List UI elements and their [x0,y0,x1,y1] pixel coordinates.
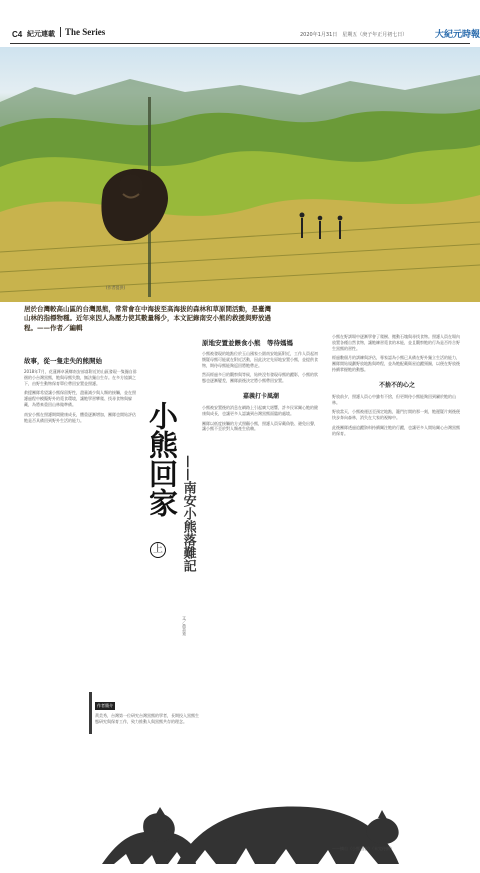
left-heading: 故事，從一隻走失的熊開始 [24,357,102,365]
page-number: C4 [12,30,23,39]
center-paragraph-2: 然而經過多日的觀察與等候，始終沒有發現母熊的蹤影，小熊的狀態也逐漸變差，團隊最後決定將小熊帶回安置。 [202,372,318,384]
part-marker: 上 [150,537,166,558]
bear-silhouette-illustration [82,776,432,871]
issue-date: 2020年1月31日 星期五（庚子年正月初七日） [300,32,408,38]
right-paragraph-4: 野放當天，小熊被運送至預定地點，籠門打開的那一刻，牠遲疑片刻後便快步奔向森林，消失在大家的視線中。 [332,409,460,421]
left-paragraph-3: 南安小熊在照護期間健康成長，體重逐漸增加，團隊也開始評估牠是否具備回到野外生活的能力。 [24,411,136,423]
right-column [332,330,462,441]
left-paragraph-1: 2018年7月，花蓮縣卓溪鄉南安部落附近的山區發現一隻獨自徘徊的小台灣黑熊，牠與母熊失散，無法獨自生存。在多方協調之下，由野生動物保育單位帶回安置並照護。 [24,369,137,386]
right-subheading: 不捨不的心之 [378,381,415,389]
left-paragraph-2: 救援團隊希望讓小熊保留野性，盡量減少與人類的接觸，並在照護過程中模擬野外的覓食環境，讓牠學習攀爬、找尋食物與躲藏，為將來重回山林做準備。 [24,390,136,407]
center-paragraph-4: 團隊以低度接觸的方式照顧小熊，照護人員穿戴偽裝、避免出聲，讓小熊不至於對人類產生依賴。 [202,420,318,432]
series-title: The Series [60,27,105,37]
center-heading: 原地安置並餵食小熊 等待媽媽 [202,339,293,347]
center-paragraph-3: 小熊被安置後的消息在網路上引起廣大迴響，許多民眾關心牠的健康與成長，也讓更多人認識到台灣黑熊面臨的處境。 [202,404,318,416]
center-column [202,330,320,436]
continued-note: ——摘自《小熊回家》（未完待續） [332,846,394,851]
author-bio: 黃美秀，台灣第一位研究台灣黑熊的學者，長期投入黑熊生態研究與保育工作，致力推動人與黑熊共存的理念。 [95,713,199,724]
left-column [24,348,138,427]
author-box [89,692,201,734]
center-paragraph-1: 小熊被發現的地點位於玉山國家公園南安地區附近，工作人員起初懷疑母熊可能就在附近活動，因此決定先原地安置小熊，並提供食物，期待母熊能夠返回將牠帶走。 [202,351,318,368]
newspaper-masthead: 大紀元時報 [435,30,480,40]
photo-caption: (作者提供) [106,285,126,290]
landscape-illustration [0,47,480,302]
article-title: 小熊回家 [145,401,180,517]
header-rule [10,43,470,44]
article-intro: 居於台灣較高山區的台灣黑熊，常常會在中海拔至高海拔的森林和草原間活動，是臺灣山林的指標物種。近年來因人為壓力使其數量稀少，本文記錄南安小熊的救援與野放過程。——作者／編輯 [24,305,271,332]
right-paragraph-5: 此後團隊透過追蹤資料持續關注牠的行蹤，也讓更多人開始關心台灣黑熊的保育。 [332,424,460,436]
center-subheading: 嘉義打卡風潮 [242,392,279,400]
right-paragraph-3: 野放前夕，照護人員心中雖有不捨，但更期待小熊能夠回到屬於牠的山林。 [332,393,456,405]
article-subtitle: ——南安小熊落難記 [180,455,196,572]
article-title-block [146,371,196,801]
article-author: 文／黃美秀 [182,616,187,636]
author-label: 作者簡介 [97,703,113,708]
right-paragraph-2: 經過數個月的訓練與評估，專家認為小熊已具備在野外獨立生活的能力，團隊開始規劃野放地點與時程，並為牠配戴衛星追蹤頸圈，以便在野放後持續掌握牠的動態。 [332,355,460,372]
page-header [0,0,480,46]
section-label: 紀元連載 [27,30,55,38]
right-paragraph-1: 小熊在野訓場中逐漸學會了爬樹、搬動石塊與尋找食物。照護人員在場內放置各種自然食物，讓牠練習覓食的本能，並且觀察牠的行為是否符合野生黑熊的習性。 [332,334,460,351]
hero-photo [0,47,480,302]
